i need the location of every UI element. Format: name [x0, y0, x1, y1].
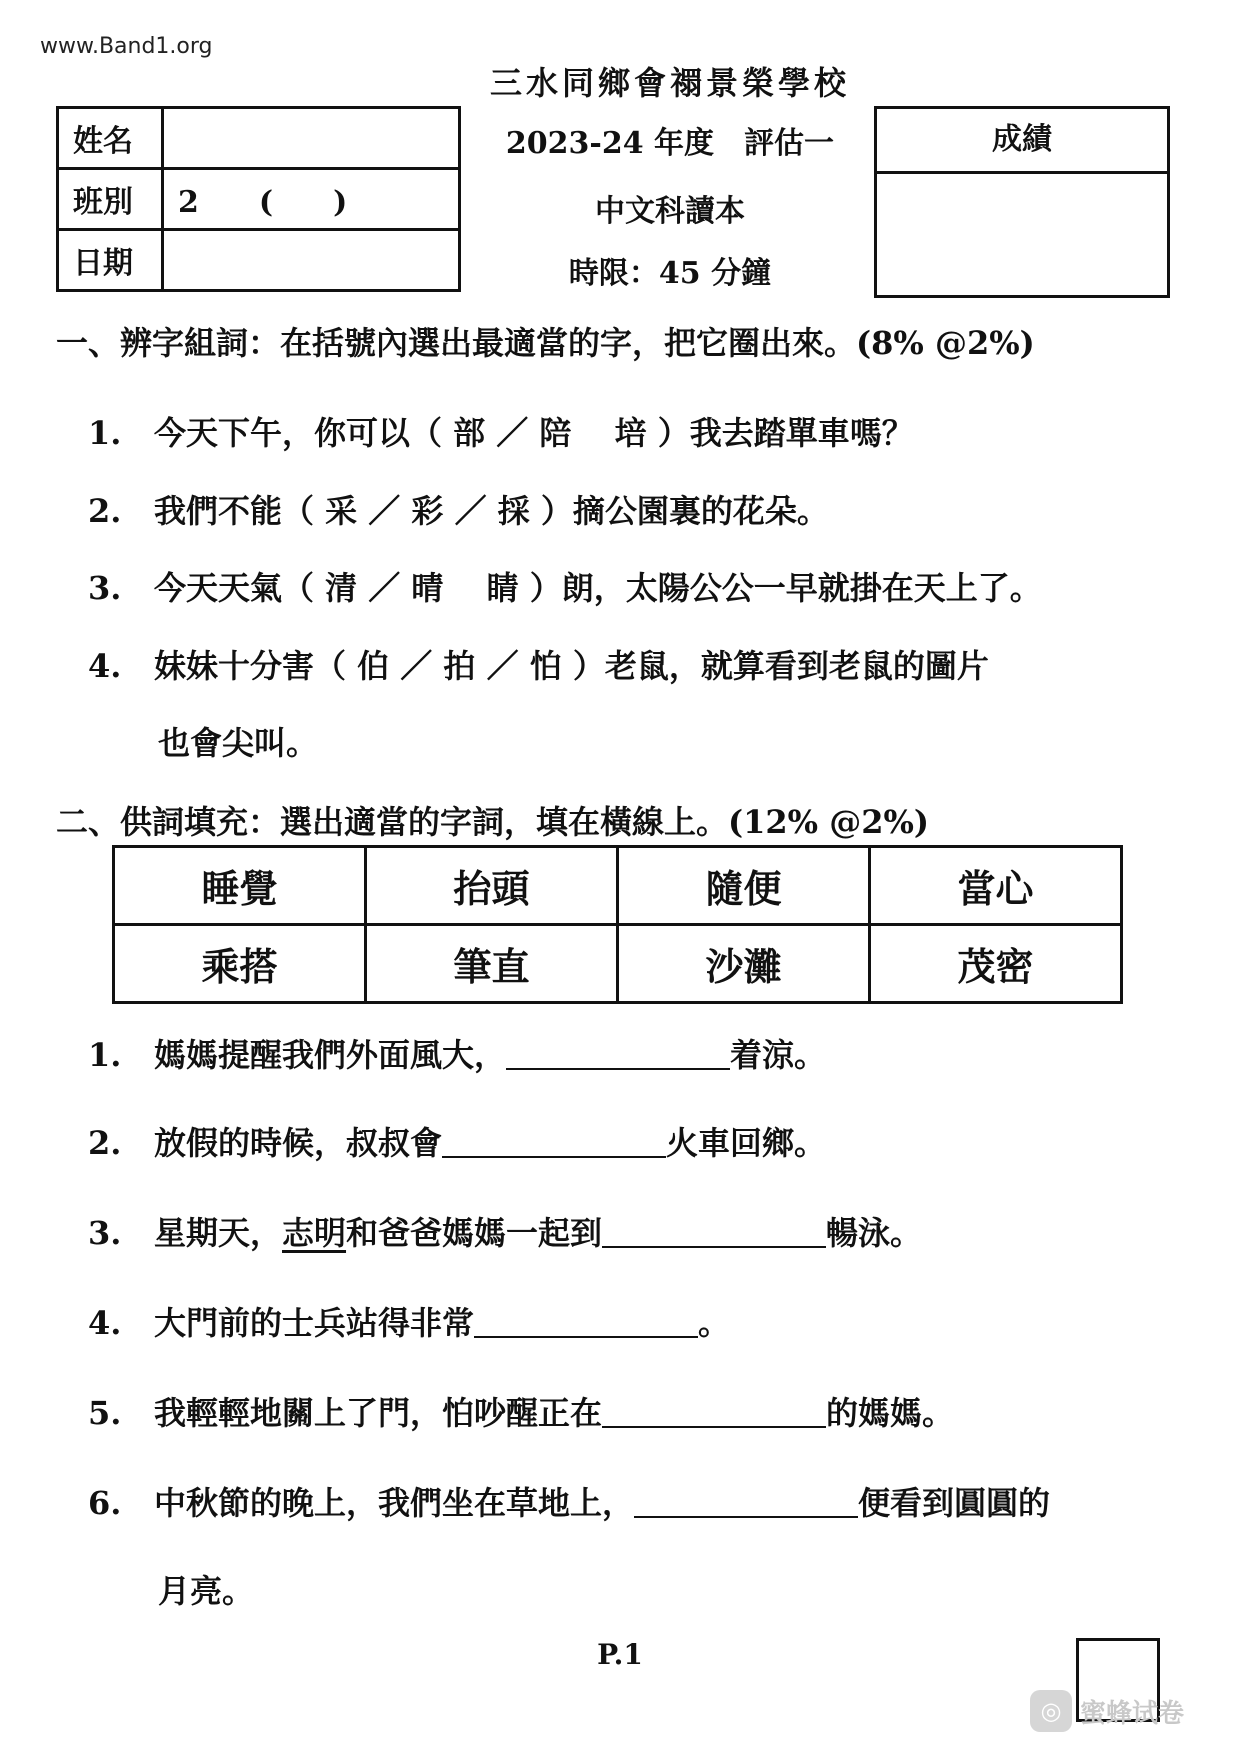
question-number: 2. — [88, 1124, 122, 1162]
question-text: 和爸爸媽媽一起到 — [346, 1214, 603, 1252]
question-text: 我輕輕地關上了門，怕吵醒正在 — [154, 1394, 603, 1432]
name-field[interactable] — [163, 108, 460, 169]
name-label: 姓名 — [58, 108, 163, 169]
word-bank-cell: 筆直 — [366, 925, 618, 1003]
subject-line: 中文科讀本 — [595, 194, 745, 229]
student-info-table — [56, 106, 461, 292]
question-number: 6. — [88, 1484, 122, 1522]
watermark-logo-icon: ◎ — [1030, 1690, 1072, 1732]
question-number: 1. — [88, 414, 122, 452]
watermark-text: 蜜蜂试卷 — [1080, 1698, 1185, 1729]
class-label: 班別 — [58, 169, 163, 230]
section1-question-3 — [88, 563, 1042, 609]
section2-question-4 — [88, 1298, 730, 1344]
section2-question-6 — [88, 1478, 1050, 1524]
section1-question-1 — [88, 408, 914, 454]
date-label: 日期 — [58, 230, 163, 291]
question-text: 。 — [698, 1304, 731, 1342]
question-text[interactable]: 今天天氣（ 清 ／ 晴 睛 ）朗，太陽公公一早就掛在天上了。 — [154, 569, 1042, 607]
time-limit: 時限：45 分鐘 — [568, 256, 772, 291]
question-text: 大門前的士兵站得非常 — [154, 1304, 475, 1342]
page-number: P.1 — [597, 1638, 643, 1671]
watermark — [1030, 1690, 1184, 1732]
answer-blank[interactable] — [602, 1394, 826, 1428]
question-text: 星期天， — [154, 1214, 283, 1252]
word-bank-cell: 當心 — [870, 847, 1122, 925]
question-text: 中秋節的晚上，我們坐在草地上， — [154, 1484, 635, 1522]
answer-blank[interactable] — [506, 1036, 730, 1070]
section2-question-5 — [88, 1388, 954, 1434]
question-text: 媽媽提醒我們外面風大， — [154, 1036, 507, 1074]
question-number: 3. — [88, 569, 122, 607]
section2-question-3 — [88, 1208, 922, 1254]
section1-question-2 — [88, 486, 829, 532]
section1-question-4-continued: 也會尖叫。 — [158, 724, 319, 762]
class-field[interactable]: 2 ( ) — [163, 169, 460, 230]
date-field[interactable] — [163, 230, 460, 291]
score-label: 成績 — [877, 109, 1167, 174]
word-bank-cell: 茂密 — [870, 925, 1122, 1003]
question-text: 便看到圓圓的 — [858, 1484, 1051, 1522]
section1-question-4 — [88, 641, 989, 687]
score-box — [874, 106, 1170, 298]
question-text: 着涼。 — [730, 1036, 827, 1074]
question-text: 放假的時候，叔叔會 — [154, 1124, 443, 1162]
word-bank-cell: 隨便 — [618, 847, 870, 925]
site-url: www.Band1.org — [40, 34, 213, 59]
question-text[interactable]: 妹妹十分害（ 伯 ／ 拍 ／ 怕 ）老鼠，就算看到老鼠的圖片 — [154, 647, 989, 685]
section2-question-6-continued: 月亮。 — [158, 1572, 255, 1610]
year-line: 2023-24 年度 評估一 — [505, 126, 835, 161]
section2-heading: 二、供詞填充：選出適當的字詞，填在橫線上。(12% @2%) — [56, 803, 930, 841]
question-text: 的媽媽。 — [826, 1394, 955, 1432]
question-number: 4. — [88, 1304, 122, 1342]
section2-question-2 — [88, 1118, 826, 1164]
word-bank-cell: 抬頭 — [366, 847, 618, 925]
word-bank-cell: 乘搭 — [114, 925, 366, 1003]
answer-blank[interactable] — [474, 1304, 698, 1338]
word-bank-cell: 沙灘 — [618, 925, 870, 1003]
question-text[interactable]: 今天下午，你可以（ 部 ／ 陪 培 ）我去踏單車嗎？ — [154, 414, 914, 452]
school-name: 三水同鄉會禤景榮學校 — [489, 64, 850, 102]
answer-blank[interactable] — [634, 1484, 858, 1518]
answer-blank[interactable] — [602, 1214, 826, 1248]
question-number: 1. — [88, 1036, 122, 1074]
word-bank-table — [112, 845, 1123, 1004]
question-number: 2. — [88, 492, 122, 530]
question-number: 5. — [88, 1394, 122, 1432]
word-bank-cell: 睡覺 — [114, 847, 366, 925]
question-text: 暢泳。 — [826, 1214, 923, 1252]
question-text[interactable]: 我們不能（ 采 ／ 彩 ／ 採 ）摘公園裏的花朵。 — [154, 492, 829, 530]
section1-heading: 一、辨字組詞：在括號內選出最適當的字，把它圈出來。(8% @2%) — [56, 324, 1035, 362]
question-number: 3. — [88, 1214, 122, 1252]
question-number: 4. — [88, 647, 122, 685]
question-text: 火車回鄉。 — [666, 1124, 827, 1162]
section2-question-1 — [88, 1030, 826, 1076]
proper-name: 志明 — [282, 1214, 347, 1252]
answer-blank[interactable] — [442, 1124, 666, 1158]
